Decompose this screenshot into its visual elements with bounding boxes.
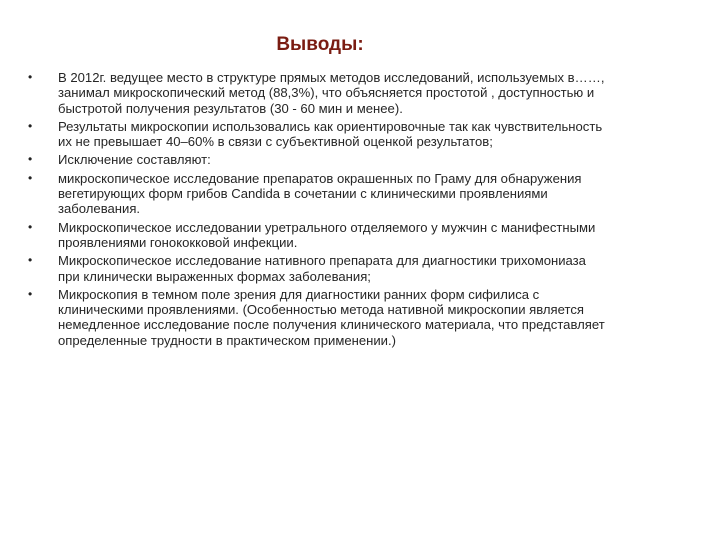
list-item-text: В 2012г. ведущее место в структуре прямых методов исследований, используемых в……, занимал микроскопический метод (88,3%), что объясняется простотой , доступностью и быстротой получения результатов (30 - 60 мин и менее). bbox=[58, 70, 605, 116]
list-item-text: Исключение составляют: bbox=[58, 152, 211, 168]
list-item-text: Результаты микроскопии использовались как ориентировочные так как чувствительность их не превышает 40–60% в связи с субъективной оценкой результатов; bbox=[58, 118, 603, 150]
bullet-icon: • bbox=[28, 170, 33, 185]
list-item bbox=[26, 119, 606, 150]
list-item-text: Микроскопическое исследовании уретрального отделяемого у мужчин с манифестными проявлениями гонококковой инфекции. bbox=[58, 219, 596, 250]
list-item-text: Микроскопия в темном поле зрения для диагностики ранних форм сифилиса с клиническими проявлениями. (Особенностью метода нативной микроскопии является немедленное исследование после получения клинического материала, что представляет определенные трудности в практическом применении.) bbox=[58, 286, 605, 348]
bullet-icon: • bbox=[28, 286, 33, 301]
bullet-icon: • bbox=[28, 253, 33, 268]
bullet-icon: • bbox=[28, 219, 33, 234]
list-item bbox=[26, 220, 606, 251]
list-item bbox=[26, 171, 606, 217]
bullet-icon: • bbox=[28, 152, 33, 167]
conclusions-list bbox=[26, 70, 606, 351]
bullet-icon: • bbox=[28, 118, 33, 133]
list-item-text: микроскопическое исследование препаратов окрашенных по Граму для обнаружения вегетирующих форм грибов Candida в сочетании с клиническими проявлениями заболевания. bbox=[58, 170, 582, 217]
list-item-text: Микроскопическое исследование нативного препарата для диагностики трихомониаза при клинически выраженных формах заболевания; bbox=[58, 253, 586, 284]
slide-title: Выводы: bbox=[276, 34, 364, 55]
list-item bbox=[26, 253, 606, 284]
list-item bbox=[26, 152, 606, 167]
list-item bbox=[26, 287, 606, 348]
bullet-icon: • bbox=[28, 70, 33, 84]
list-item bbox=[26, 70, 606, 116]
